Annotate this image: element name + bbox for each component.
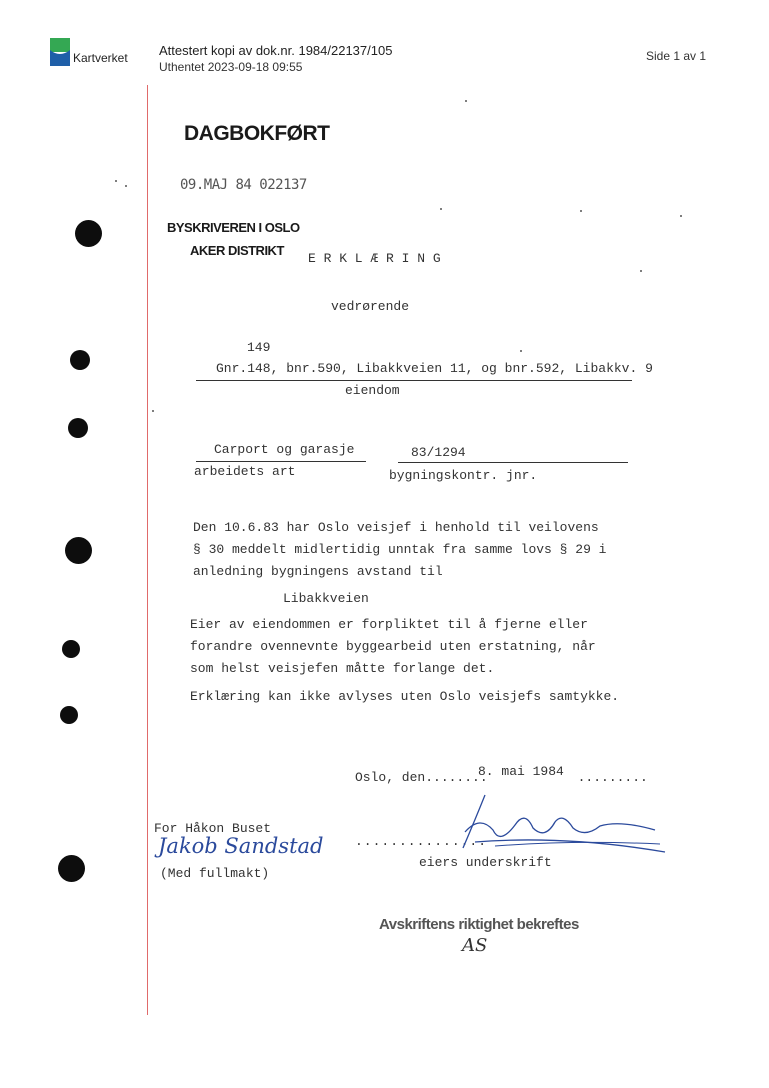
property-line: Gnr.148, bnr.590, Libakkveien 11, og bnr.592, Libakkv. 9 xyxy=(216,361,653,376)
punch-hole xyxy=(65,537,92,564)
punch-hole xyxy=(70,350,90,370)
fetched-timestamp: Uthentet 2023-09-18 09:55 xyxy=(159,60,303,74)
margin-line xyxy=(147,85,148,1015)
paragraph2-line2: forandre ovennevnte byggearbeid uten erstatning, når xyxy=(190,639,596,654)
work-type-underline xyxy=(196,461,366,462)
paragraph1-line2: § 30 meddelt midlertidig unntak fra samme lovs § 29 i xyxy=(193,542,607,557)
property-underline xyxy=(196,380,632,381)
office-stamp-line1: BYSKRIVEREN I OSLO xyxy=(167,220,300,235)
kartverket-logo-icon xyxy=(50,38,70,66)
for-owner-line: For Håkon Buset xyxy=(154,821,272,836)
kartverket-logo xyxy=(50,38,70,66)
dagbokfort-stamp: DAGBOKFØRT xyxy=(184,122,330,145)
paragraph2-line3: som helst veisjefen måtte forlange det. xyxy=(190,661,495,676)
punch-hole xyxy=(68,418,88,438)
journal-number-label: bygningskontr. jnr. xyxy=(389,468,538,483)
owner-signature xyxy=(455,790,670,860)
proxy-signature: Jakob Sandstad xyxy=(158,834,324,858)
punch-hole xyxy=(60,706,78,724)
punch-hole xyxy=(62,640,80,658)
certification-stamp: Avskriftens riktighet bekreftes xyxy=(379,916,579,933)
paragraph1-line1: Den 10.6.83 har Oslo veisjef i henhold til veilovens xyxy=(193,520,599,535)
work-type-label: arbeidets art xyxy=(194,464,296,479)
logo-text: Kartverket xyxy=(73,51,128,65)
journal-date-stamp: 09.MAJ 84 022137 xyxy=(180,177,307,193)
signature-dots: ............... xyxy=(355,834,488,849)
owner-signature-scribble xyxy=(455,790,670,860)
certification-initials: AS xyxy=(462,935,488,956)
journal-number-underline xyxy=(398,462,628,463)
gnr-correction: 149 xyxy=(247,340,271,355)
proxy-note: (Med fullmakt) xyxy=(160,866,270,881)
declaration-title: E R K L Æ R I N G xyxy=(308,251,441,266)
paragraph1-line3: anledning bygningens avstand til xyxy=(193,564,443,579)
paragraph3: Erklæring kan ikke avlyses uten Oslo veisjefs samtykke. xyxy=(190,689,620,704)
page-indicator: Side 1 av 1 xyxy=(646,49,707,63)
place-date-suffix: ......... xyxy=(577,770,648,785)
owner-signature-label: eiers underskrift xyxy=(419,855,552,870)
punch-hole xyxy=(58,855,85,882)
property-label: eiendom xyxy=(345,383,400,398)
punch-hole xyxy=(75,220,102,247)
document-title: Attestert kopi av dok.nr. 1984/22137/105 xyxy=(159,43,393,58)
handwritten-date: 8. mai 1984 xyxy=(478,764,564,779)
road-name: Libakkveien xyxy=(283,591,369,606)
paragraph2-line1: Eier av eiendommen er forpliktet til å fjerne eller xyxy=(190,617,588,632)
journal-number-value: 83/1294 xyxy=(411,445,466,460)
regarding-label: vedrørende xyxy=(331,299,410,314)
office-stamp-line2: AKER DISTRIKT xyxy=(190,243,284,258)
work-type-value: Carport og garasje xyxy=(214,442,355,457)
place-date-prefix: Oslo, den........ xyxy=(355,770,488,785)
